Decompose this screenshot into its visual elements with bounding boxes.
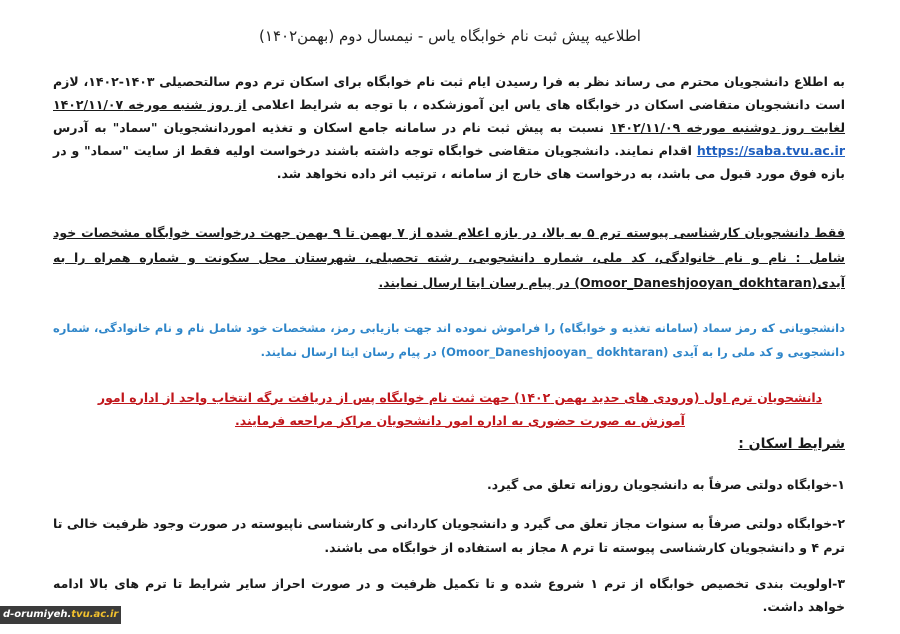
page-title: اطلاعیه پیش ثبت نام خوابگاه یاس - نیمسال دوم (بهمن۱۴۰۲) [259,27,641,45]
condition-1: ۱-خوابگاه دولتی صرفاً به دانشجویان روزانه تعلق می گیرد. [487,477,845,492]
site-watermark [0,606,121,624]
senior-students-emphasis: فقط دانشجویان کارشناسی پیوسته ترم ۵ به بالا [546,225,845,240]
intro-text-a: به اطلاع دانشجویان محترم می رساند نظر به فرا رسیدن ایام ثبت نام خوابگاه برای اسکان ترم دوم سالتحصیلی ۱۴۰۳-۱۴۰۲، لازم است دانشجویان متقاضی اسکان در خوابگاه های یاس این آموزشکده ، با توجه به شرایط اعلامی [53,74,845,112]
intro-paragraph [53,70,845,185]
senior-students-paragraph [53,220,845,295]
senior-students-text: ، در بازه اعلام شده از ۷ بهمن تا ۹ بهمن جهت درخواست خوابگاه مشخصات خود شامل : نام و نام خانوادگی، کد ملی، شماره دانشجویی، رشته تحصیلی، شهرستان محل سکونت و شماره همراه را به آیدی(Omoor_Daneshjooyan_dokhtaran) در پیام رسان ایتا ارسال نمایند. [53,225,845,290]
condition-2: ۲-خوابگاه دولتی صرفاً به سنوات مجاز تعلق می گیرد و دانشجویان کاردانی و کارشناسی ناپیوسته در صورت وجود ظرفیت خالی تا ترم ۴ و دانشجویان کارشناسی پیوسته تا ترم ۸ مجاز به استفاده از خوابگاه می باشند. [53,516,845,555]
watermark-prefix: d-orumiyeh. [3,609,72,620]
samad-link[interactable]: https://saba.tvu.ac.ir [696,143,845,158]
registration-date-range: از روز شنبه مورخه ۱۴۰۲/۱۱/۰۷ لغایت روز دوشنبه مورخه ۱۴۰۲/۱۱/۰۹ [53,97,846,135]
watermark-domain: tvu.ac.ir [71,609,119,620]
password-recovery-paragraph: دانشجویانی که رمز سماد (سامانه تغذیه و خوابگاه) را فراموش نموده اند جهت بازیابی رمز، مشخصات خود شامل نام و نام خانوادگی، شماره دانشجویی و کد ملی را به آیدی (Omoor_Daneshjooyan_ dokhtaran) در پیام رسان ایتا ارسال نمایند. [53,321,845,359]
conditions-heading: شرایط اسکان : [738,436,845,452]
first-term-notice: دانشجویان ترم اول (ورودی های جدید بهمن ۱۴۰۲) جهت ثبت نام خوابگاه پس از دریافت برگه انتخاب واحد از اداره امور آموزش به صورت حضوری به اداره امور دانشجویان مراکز مراجعه فرمایند. [97,389,823,428]
intro-text-c: اقدام نمایند. دانشجویان متقاضی خوابگاه توجه داشته باشند درخواست اولیه فقط از سایت "سماد" و در بازه فوق مورد قبول می باشد، به درخواست های خارج از سامانه ، ترتیب اثر داده نخواهد شد. [53,143,845,181]
intro-text-b: نسبت به پیش ثبت نام در سامانه جامع اسکان و تغذیه اموردانشجویان "سماد" به آدرس [53,120,604,135]
condition-3: ۳-اولویت بندی تخصیص خوابگاه از ترم ۱ شروع شده و تا تکمیل ظرفیت و در صورت احراز سایر شرایط تا ترم های بالا ادامه خواهد داشت. [53,576,845,614]
